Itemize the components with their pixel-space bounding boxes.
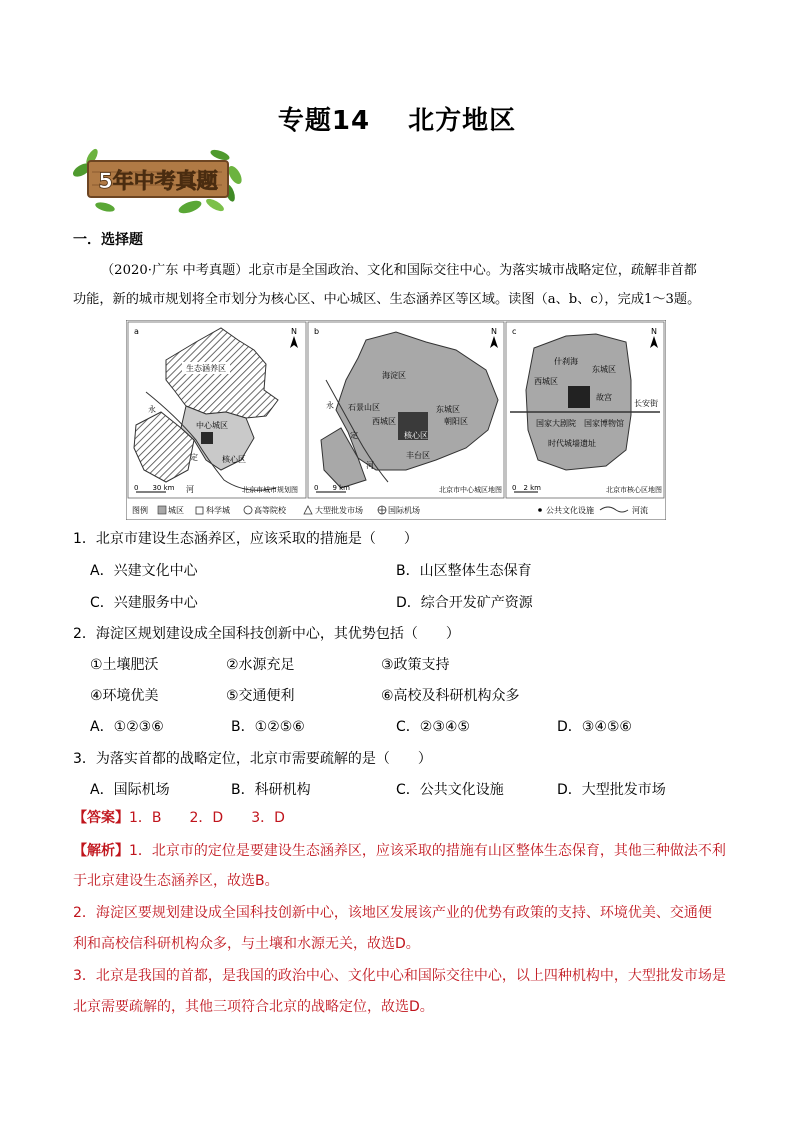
analysis-label: 【解析】	[73, 843, 129, 859]
analysis-p2a: 2．海淀区要规划建设成全国科技创新中心，该地区发展该产业的优势有政策的支持、环境优美、交通便	[73, 905, 712, 921]
map-b	[308, 322, 504, 498]
svg-text:国际机场: 国际机场	[388, 506, 420, 515]
analysis-line-1	[73, 838, 733, 865]
svg-text:石景山区: 石景山区	[348, 403, 380, 412]
svg-text:N: N	[491, 327, 497, 336]
question-intro-cont	[73, 290, 723, 310]
question-intro	[73, 261, 723, 281]
q3-option-a: A．国际机场	[90, 782, 170, 798]
svg-text:b: b	[314, 327, 320, 336]
map-legend	[132, 505, 648, 515]
label-eco-zone: 生态涵养区	[186, 364, 226, 373]
q2-option-c: C．②③④⑤	[396, 719, 470, 735]
q2-option-a: A．①②③⑥	[90, 719, 164, 735]
answer-label: 【答案】	[73, 810, 129, 826]
q3-option-c: C．公共文化设施	[396, 782, 504, 798]
analysis-p1a: 1．北京市的定位是要建设生态涵养区，应该采取的措施有山区整体生态保育，其他三种做法不利	[129, 843, 726, 859]
svg-text:什刹海: 什刹海	[554, 357, 578, 366]
analysis-p2b: 利和高校信科研机构众多，与土壤和水源无关，故选D。	[73, 936, 420, 952]
question-3-stem: 3．为落实首都的战略定位，北京市需要疏解的是（ ）	[73, 751, 432, 767]
svg-text:高等院校: 高等院校	[254, 506, 286, 515]
svg-text:东城区: 东城区	[592, 365, 616, 374]
section-heading: 一．选择题	[73, 232, 143, 248]
svg-text:0 9 km: 0 9 km	[314, 484, 351, 492]
q2-item-4: ④环境优美	[90, 688, 159, 704]
svg-text:北京市核心区地图: 北京市核心区地图	[606, 486, 662, 494]
svg-text:西城区: 西城区	[534, 377, 558, 386]
five-year-exam-badge	[70, 145, 245, 220]
svg-text:永: 永	[326, 401, 334, 410]
analysis-p3a: 3．北京是我国的首都，是我国的政治中心、文化中心和国际交往中心，以上四种机构中，大型批发市场是	[73, 968, 726, 984]
svg-text:c: c	[512, 327, 517, 336]
q3-option-b: B．科研机构	[231, 782, 311, 798]
svg-text:大型批发市场: 大型批发市场	[315, 506, 363, 515]
svg-text:海淀区: 海淀区	[382, 371, 406, 380]
q2-option-d: D．③④⑤⑥	[557, 719, 632, 735]
svg-text:图例: 图例	[132, 506, 148, 515]
svg-text:北京市城市规划图: 北京市城市规划图	[242, 486, 298, 494]
svg-text:核心区: 核心区	[222, 455, 246, 464]
q2-item-1: ①土壤肥沃	[90, 657, 159, 673]
q1-option-a: A．兴建文化中心	[90, 563, 198, 579]
q2-item-5: ⑤交通便利	[226, 688, 295, 704]
svg-text:长安街: 长安街	[634, 399, 658, 408]
analysis-p1b: 于北京建设生态涵养区，故选B。	[73, 873, 279, 889]
q1-option-c: C．兴建服务中心	[90, 595, 198, 611]
svg-text:朝阳区: 朝阳区	[444, 417, 468, 426]
svg-text:N: N	[651, 327, 657, 336]
answer-line	[73, 805, 733, 832]
q2-item-6: ⑥高校及科研机构众多	[381, 688, 520, 704]
title-topic-name: 北方地区	[408, 106, 517, 136]
svg-text:定: 定	[190, 453, 198, 462]
svg-text:国家大剧院: 国家大剧院	[536, 419, 576, 428]
svg-text:国家博物馆: 国家博物馆	[584, 419, 624, 428]
svg-text:城区: 城区	[168, 506, 184, 515]
svg-text:河流: 河流	[632, 506, 648, 515]
svg-text:永: 永	[148, 405, 156, 414]
svg-text:定: 定	[350, 431, 358, 440]
svg-text:科学城: 科学城	[206, 506, 230, 515]
svg-text:丰台区: 丰台区	[406, 451, 430, 460]
svg-text:东城区: 东城区	[436, 405, 460, 414]
svg-text:公共文化设施: 公共文化设施	[546, 506, 594, 515]
svg-text:西城区: 西城区	[372, 417, 396, 426]
svg-text:N: N	[291, 327, 297, 336]
answer-text: 1．B 2．D 3．D	[129, 810, 285, 826]
badge-label: 5年中考真题	[98, 169, 218, 193]
map-c	[506, 322, 664, 498]
q3-option-d: D．大型批发市场	[557, 782, 666, 798]
question-2-stem: 2．海淀区规划建设成全国科技创新中心，其优势包括（ ）	[73, 626, 460, 642]
analysis-p3b: 北京需要疏解的，其他三项符合北京的战略定位，故选D。	[73, 999, 434, 1015]
q1-option-d: D．综合开发矿产资源	[396, 595, 533, 611]
map-a	[128, 322, 306, 498]
svg-text:0 30 km: 0 30 km	[134, 484, 175, 492]
svg-text:时代城墙遗址: 时代城墙遗址	[548, 439, 596, 448]
q1-option-b: B．山区整体生态保育	[396, 563, 532, 579]
svg-text:故宫: 故宫	[596, 393, 612, 402]
question-1-stem: 1．北京市建设生态涵养区，应该采取的措施是（ ）	[73, 531, 418, 547]
q2-item-3: ③政策支持	[381, 657, 450, 673]
page-title	[0, 100, 794, 137]
svg-text:a: a	[134, 327, 139, 336]
beijing-maps-figure	[126, 320, 666, 520]
intro-line-2: 功能，新的城市规划将全市划分为核心区、中心城区、生态涵养区等区域。读图（a、b、c），完成1～3题。	[73, 292, 701, 307]
svg-text:河: 河	[186, 485, 194, 494]
intro-line-1: （2020·广东 中考真题）北京市是全国政治、文化和国际交往中心。为落实城市战略定位，疏解非首都	[101, 263, 697, 278]
svg-text:北京市中心城区地图: 北京市中心城区地图	[439, 486, 502, 494]
svg-text:中心城区: 中心城区	[196, 421, 228, 430]
svg-text:河: 河	[366, 461, 374, 470]
q2-option-b: B．①②⑤⑥	[231, 719, 305, 735]
svg-text:0 2 km: 0 2 km	[512, 484, 542, 492]
q2-item-2: ②水源充足	[226, 657, 295, 673]
title-topic-number: 专题14	[277, 106, 371, 136]
svg-text:核心区: 核心区	[404, 431, 428, 440]
